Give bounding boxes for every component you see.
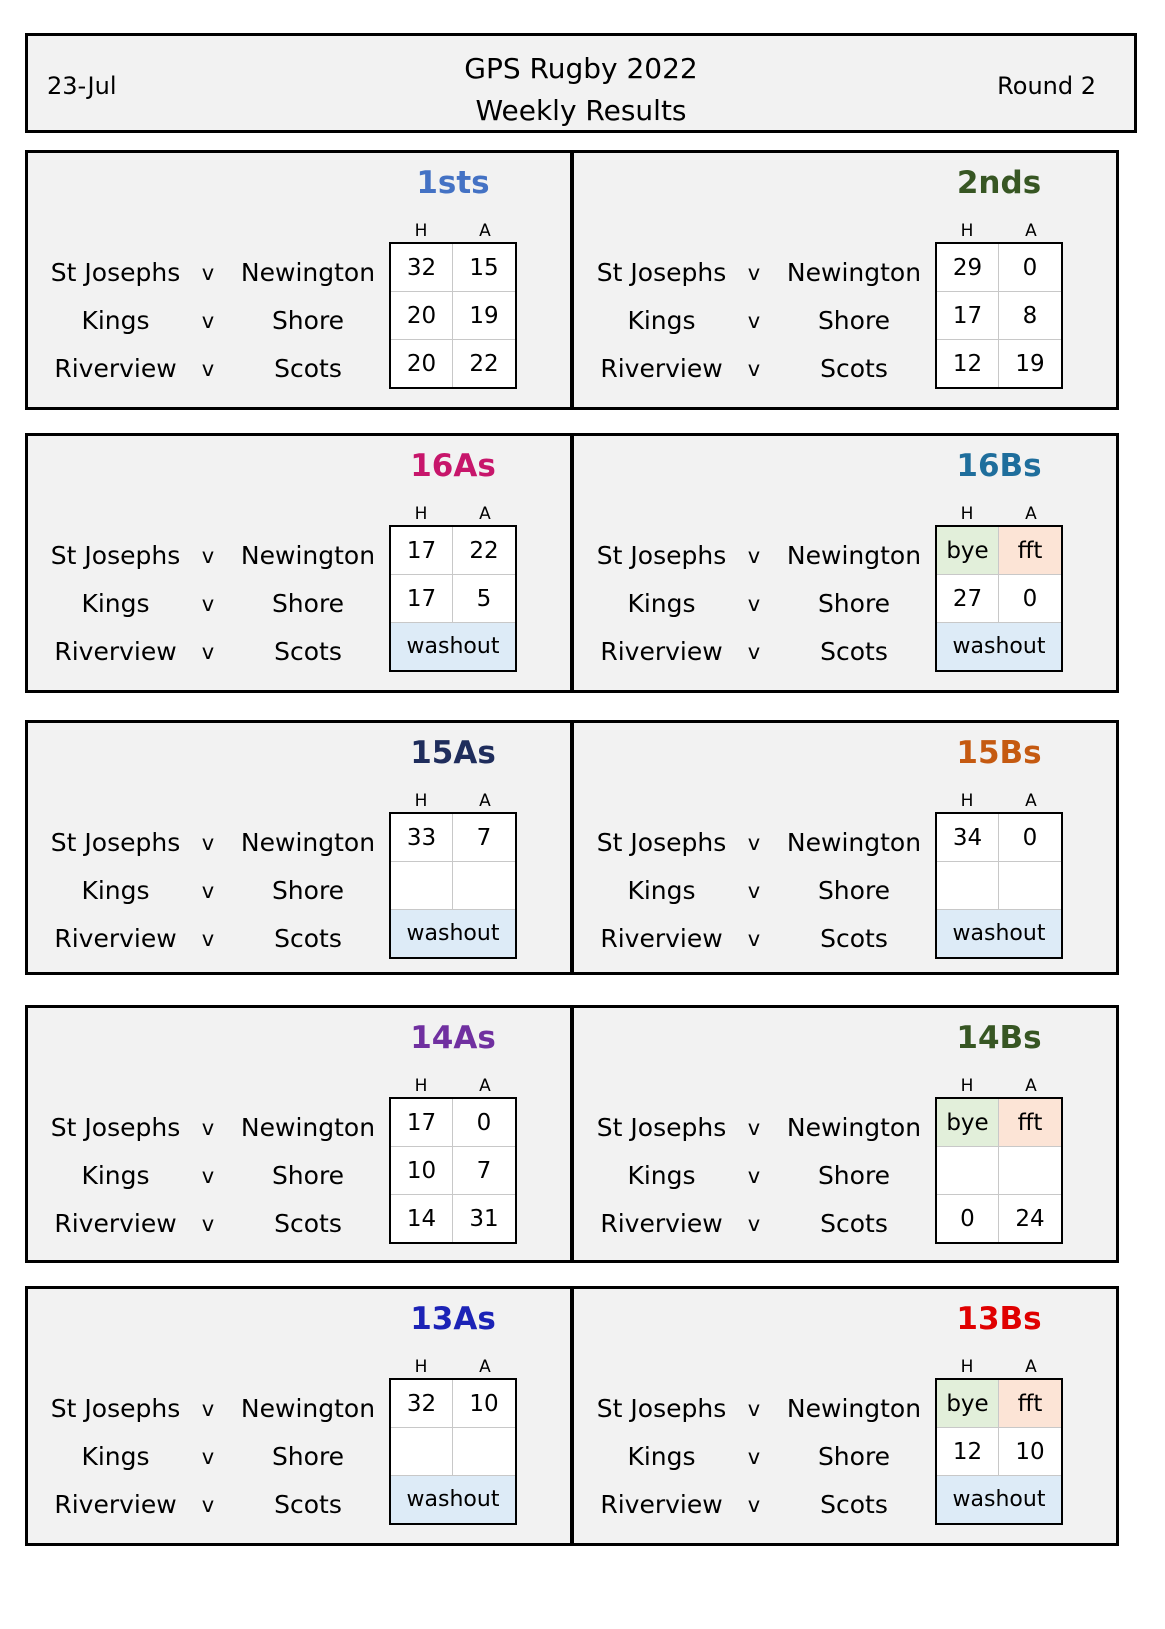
away-score: 19 <box>1015 350 1045 377</box>
score-row <box>937 814 1061 861</box>
away-score: 5 <box>476 585 492 612</box>
versus-label: v <box>747 879 761 903</box>
fixture-row <box>28 531 388 580</box>
score-row <box>937 861 1061 909</box>
home-column-header: H <box>960 1076 974 1096</box>
home-column-header: H <box>960 1357 974 1377</box>
away-score: 10 <box>469 1390 499 1417</box>
home-score: 10 <box>391 1147 453 1194</box>
away-team: Shore <box>271 1442 345 1471</box>
grade-title: 13Bs <box>956 1301 1042 1337</box>
home-team: St Josephs <box>50 828 181 857</box>
away-score <box>453 862 515 909</box>
home-team: St Josephs <box>50 258 181 287</box>
home-score: 34 <box>937 814 999 861</box>
away-team: Shore <box>817 1161 891 1190</box>
away-column-header: A <box>479 504 491 524</box>
fixture-row <box>574 296 934 345</box>
away-score: 8 <box>1022 302 1038 329</box>
score-row <box>391 339 515 387</box>
home-team: Kings <box>627 876 696 905</box>
home-team: Riverview <box>600 637 723 666</box>
score-grid <box>935 525 1063 672</box>
home-score: 17 <box>391 1099 453 1146</box>
fixture-row <box>28 579 388 628</box>
away-team: Newington <box>786 1113 922 1142</box>
away-team: Scots <box>274 1209 342 1238</box>
away-score: 22 <box>469 350 499 377</box>
score-row <box>391 1427 515 1475</box>
home-score: 17 <box>391 575 453 622</box>
fixture-row <box>574 627 934 676</box>
away-score: 15 <box>469 254 499 281</box>
fixture-row <box>28 344 388 393</box>
grade-panel <box>571 433 1119 693</box>
fixture-row <box>28 296 388 345</box>
home-team: St Josephs <box>596 828 727 857</box>
versus-label: v <box>747 1116 761 1140</box>
away-team: Scots <box>820 1209 888 1238</box>
score-row <box>937 244 1061 291</box>
away-score: 31 <box>469 1205 499 1232</box>
versus-label: v <box>201 1493 215 1517</box>
fixture-row <box>574 818 934 867</box>
home-score: 29 <box>937 244 999 291</box>
home-column-header: H <box>414 221 428 241</box>
home-team: Kings <box>81 876 150 905</box>
home-team: Riverview <box>54 354 177 383</box>
washout-cell: washout <box>937 1476 1061 1523</box>
versus-label: v <box>201 544 215 568</box>
away-team: Scots <box>820 924 888 953</box>
grade-title: 16As <box>410 448 496 484</box>
grade-title: 2nds <box>956 165 1042 201</box>
versus-label: v <box>747 592 761 616</box>
score-row <box>937 527 1061 574</box>
versus-label: v <box>201 1212 215 1236</box>
report-title-line2: Weekly Results <box>475 94 687 127</box>
score-grid <box>389 242 517 389</box>
home-score: 32 <box>391 244 453 291</box>
away-score <box>999 862 1061 909</box>
fixture-row <box>574 1199 934 1248</box>
away-team: Shore <box>817 1442 891 1471</box>
score-row <box>391 909 515 957</box>
grade-panel <box>25 720 573 975</box>
home-team: Kings <box>81 306 150 335</box>
home-score <box>937 1147 999 1194</box>
home-team: Riverview <box>600 924 723 953</box>
score-row <box>937 339 1061 387</box>
versus-label: v <box>201 309 215 333</box>
away-team: Scots <box>274 1490 342 1519</box>
grade-title: 15As <box>410 735 496 771</box>
away-score: 0 <box>1022 585 1038 612</box>
home-column-header: H <box>960 504 974 524</box>
away-team: Newington <box>786 258 922 287</box>
fixture-row <box>574 344 934 393</box>
grade-title: 14As <box>410 1020 496 1056</box>
away-score: 0 <box>476 1109 492 1136</box>
home-team: St Josephs <box>596 1394 727 1423</box>
away-team: Newington <box>240 1394 376 1423</box>
home-team: Riverview <box>600 354 723 383</box>
fixture-row <box>574 579 934 628</box>
score-grid <box>935 242 1063 389</box>
grade-title: 16Bs <box>956 448 1042 484</box>
home-column-header: H <box>414 1076 428 1096</box>
score-row <box>391 814 515 861</box>
score-row <box>391 291 515 339</box>
away-team: Newington <box>786 828 922 857</box>
away-team: Shore <box>817 306 891 335</box>
away-team: Newington <box>240 258 376 287</box>
versus-label: v <box>201 640 215 664</box>
fixture-row <box>574 1103 934 1152</box>
home-score: 20 <box>391 292 453 339</box>
versus-label: v <box>747 1493 761 1517</box>
score-row <box>937 1146 1061 1194</box>
home-column-header: H <box>960 221 974 241</box>
score-grid <box>389 525 517 672</box>
score-row <box>391 574 515 622</box>
home-score: bye <box>937 1099 999 1146</box>
versus-label: v <box>747 544 761 568</box>
score-row <box>391 527 515 574</box>
home-score <box>937 862 999 909</box>
home-score: 20 <box>391 340 453 387</box>
score-row <box>937 622 1061 670</box>
home-team: Kings <box>81 589 150 618</box>
home-score <box>391 1428 453 1475</box>
fixture-row <box>574 914 934 963</box>
versus-label: v <box>747 357 761 381</box>
away-team: Scots <box>274 637 342 666</box>
away-score: fft <box>999 1380 1061 1427</box>
fixture-row <box>28 1199 388 1248</box>
score-row <box>391 1194 515 1242</box>
versus-label: v <box>201 879 215 903</box>
report-round: Round 2 <box>997 72 1096 100</box>
home-team: Kings <box>81 1161 150 1190</box>
away-team: Shore <box>817 876 891 905</box>
home-score: 12 <box>937 340 999 387</box>
fixture-row <box>28 1432 388 1481</box>
away-team: Newington <box>786 541 922 570</box>
home-team: St Josephs <box>50 541 181 570</box>
versus-label: v <box>201 1164 215 1188</box>
away-team: Scots <box>820 354 888 383</box>
versus-label: v <box>201 1445 215 1469</box>
away-score <box>999 1147 1061 1194</box>
away-team: Shore <box>271 589 345 618</box>
grade-title: 14Bs <box>956 1020 1042 1056</box>
away-column-header: A <box>1025 504 1037 524</box>
score-row <box>937 1380 1061 1427</box>
fixture-row <box>574 1151 934 1200</box>
washout-cell: washout <box>391 623 515 670</box>
fixture-row <box>574 248 934 297</box>
score-row <box>937 909 1061 957</box>
away-team: Scots <box>274 924 342 953</box>
home-score: bye <box>937 1380 999 1427</box>
home-team: St Josephs <box>50 1394 181 1423</box>
home-score: 14 <box>391 1195 453 1242</box>
washout-cell: washout <box>391 1476 515 1523</box>
score-grid <box>389 1097 517 1244</box>
home-column-header: H <box>414 1357 428 1377</box>
score-grid <box>389 812 517 959</box>
versus-label: v <box>747 261 761 285</box>
home-team: St Josephs <box>596 258 727 287</box>
score-grid <box>935 812 1063 959</box>
home-team: St Josephs <box>50 1113 181 1142</box>
versus-label: v <box>201 1116 215 1140</box>
home-score: 32 <box>391 1380 453 1427</box>
score-grid <box>935 1378 1063 1525</box>
grade-title: 15Bs <box>956 735 1042 771</box>
home-team: Kings <box>627 1161 696 1190</box>
grade-panel <box>25 150 573 410</box>
versus-label: v <box>747 1164 761 1188</box>
washout-cell: washout <box>937 623 1061 670</box>
score-row <box>391 1099 515 1146</box>
fixture-row <box>28 1480 388 1529</box>
home-team: Riverview <box>600 1209 723 1238</box>
grade-panel <box>571 150 1119 410</box>
away-score: 0 <box>1022 254 1038 281</box>
washout-cell: washout <box>391 910 515 957</box>
fixture-row <box>28 866 388 915</box>
home-team: St Josephs <box>596 541 727 570</box>
away-column-header: A <box>479 791 491 811</box>
versus-label: v <box>747 927 761 951</box>
home-team: Riverview <box>600 1490 723 1519</box>
grade-panel <box>25 1005 573 1263</box>
versus-label: v <box>201 261 215 285</box>
versus-label: v <box>201 927 215 951</box>
grade-panel <box>571 720 1119 975</box>
fixture-row <box>28 1151 388 1200</box>
score-row <box>391 244 515 291</box>
away-column-header: A <box>1025 791 1037 811</box>
fixture-row <box>574 1384 934 1433</box>
home-team: Kings <box>81 1442 150 1471</box>
fixture-row <box>28 627 388 676</box>
score-row <box>937 574 1061 622</box>
report-title <box>28 48 1134 132</box>
away-team: Shore <box>271 876 345 905</box>
grade-panel <box>571 1005 1119 1263</box>
fixture-row <box>28 1384 388 1433</box>
versus-label: v <box>201 1397 215 1421</box>
versus-label: v <box>201 831 215 855</box>
score-row <box>391 1380 515 1427</box>
score-row <box>937 1194 1061 1242</box>
score-row <box>937 1475 1061 1523</box>
home-score: 33 <box>391 814 453 861</box>
washout-cell: washout <box>937 910 1061 957</box>
away-team: Newington <box>240 828 376 857</box>
away-column-header: A <box>1025 1357 1037 1377</box>
report-title-line1: GPS Rugby 2022 <box>464 52 698 85</box>
versus-label: v <box>747 1445 761 1469</box>
away-team: Newington <box>240 1113 376 1142</box>
away-score: 24 <box>1015 1205 1045 1232</box>
score-grid <box>389 1378 517 1525</box>
home-column-header: H <box>414 504 428 524</box>
home-score: 17 <box>391 527 453 574</box>
away-score: 22 <box>469 537 499 564</box>
score-row <box>937 1099 1061 1146</box>
away-score: fft <box>999 527 1061 574</box>
grade-panel <box>25 1286 573 1546</box>
fixture-row <box>574 1480 934 1529</box>
away-column-header: A <box>479 1357 491 1377</box>
versus-label: v <box>747 1212 761 1236</box>
score-row <box>937 1427 1061 1475</box>
away-score: fft <box>999 1099 1061 1146</box>
grade-title: 1sts <box>416 165 490 201</box>
fixture-row <box>28 914 388 963</box>
fixture-row <box>28 248 388 297</box>
home-team: Kings <box>627 589 696 618</box>
home-team: Riverview <box>54 924 177 953</box>
versus-label: v <box>747 1397 761 1421</box>
away-column-header: A <box>1025 221 1037 241</box>
fixture-row <box>574 531 934 580</box>
score-grid <box>935 1097 1063 1244</box>
score-row <box>391 622 515 670</box>
away-team: Shore <box>817 589 891 618</box>
fixture-row <box>28 1103 388 1152</box>
away-column-header: A <box>479 221 491 241</box>
home-score: 27 <box>937 575 999 622</box>
away-score: 7 <box>476 1157 492 1184</box>
home-team: Riverview <box>54 1209 177 1238</box>
away-team: Scots <box>274 354 342 383</box>
away-score: 0 <box>1022 824 1038 851</box>
away-team: Newington <box>786 1394 922 1423</box>
home-column-header: H <box>414 791 428 811</box>
report-date: 23-Jul <box>47 72 117 100</box>
fixture-row <box>28 818 388 867</box>
home-score: 17 <box>937 292 999 339</box>
home-score <box>391 862 453 909</box>
home-score: 0 <box>937 1195 999 1242</box>
score-row <box>937 291 1061 339</box>
score-row <box>391 861 515 909</box>
home-team: Kings <box>627 1442 696 1471</box>
away-team: Shore <box>271 306 345 335</box>
away-team: Scots <box>820 1490 888 1519</box>
grade-title: 13As <box>410 1301 496 1337</box>
away-team: Newington <box>240 541 376 570</box>
away-score: 10 <box>1015 1438 1045 1465</box>
away-column-header: A <box>479 1076 491 1096</box>
away-column-header: A <box>1025 1076 1037 1096</box>
versus-label: v <box>747 831 761 855</box>
away-score <box>453 1428 515 1475</box>
versus-label: v <box>201 592 215 616</box>
report-header <box>25 33 1137 133</box>
versus-label: v <box>201 357 215 381</box>
fixture-row <box>574 866 934 915</box>
grade-panel <box>25 433 573 693</box>
score-row <box>391 1475 515 1523</box>
home-team: St Josephs <box>596 1113 727 1142</box>
home-score: 12 <box>937 1428 999 1475</box>
away-team: Scots <box>820 637 888 666</box>
away-team: Shore <box>271 1161 345 1190</box>
home-column-header: H <box>960 791 974 811</box>
score-row <box>391 1146 515 1194</box>
versus-label: v <box>747 640 761 664</box>
away-score: 19 <box>469 302 499 329</box>
versus-label: v <box>747 309 761 333</box>
home-score: bye <box>937 527 999 574</box>
home-team: Riverview <box>54 637 177 666</box>
grade-panel <box>571 1286 1119 1546</box>
away-score: 7 <box>476 824 492 851</box>
home-team: Kings <box>627 306 696 335</box>
home-team: Riverview <box>54 1490 177 1519</box>
fixture-row <box>574 1432 934 1481</box>
